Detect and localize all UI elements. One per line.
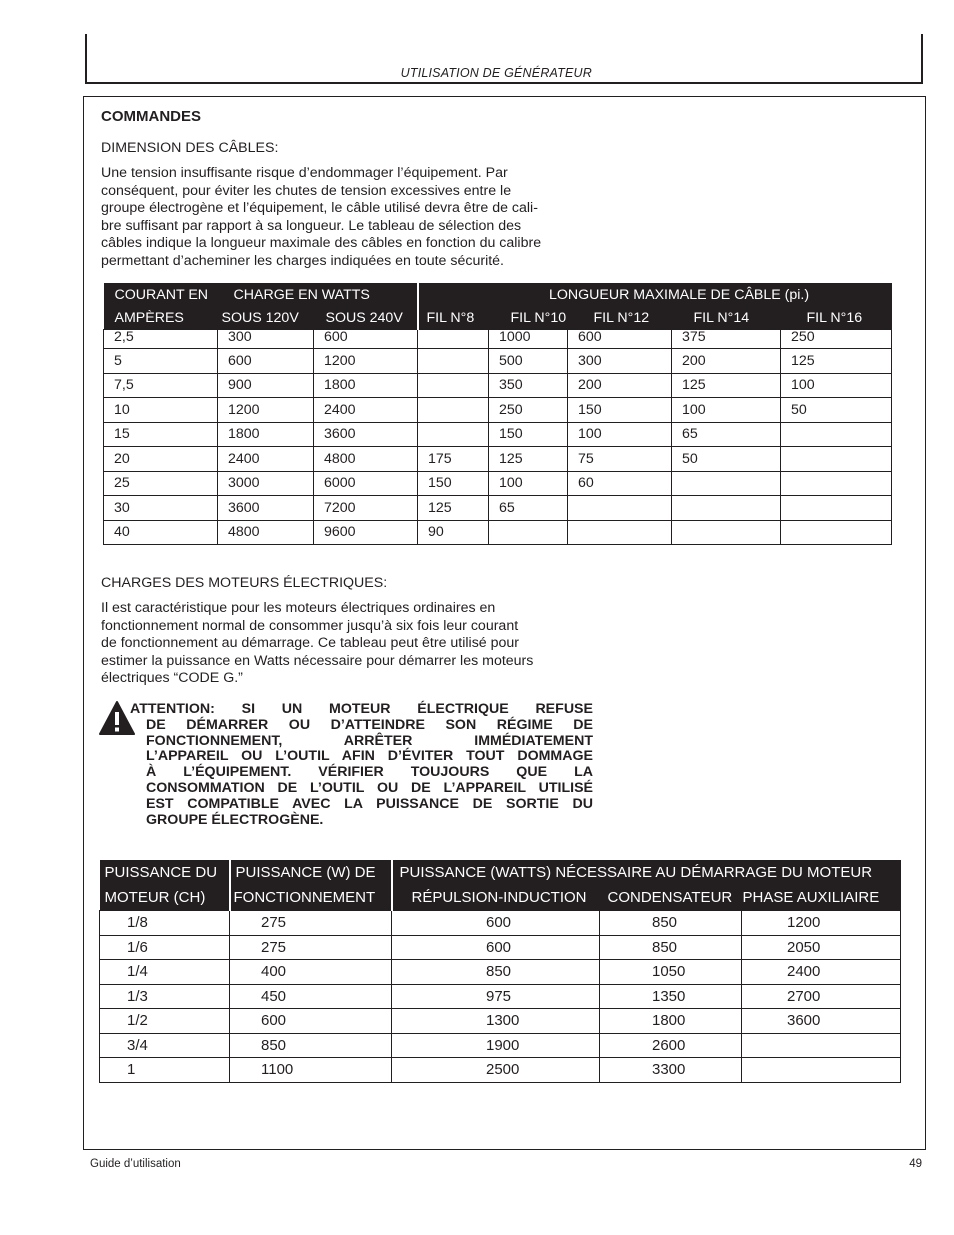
cable-selection-table <box>103 283 892 545</box>
table-cell: 7200 <box>314 496 418 521</box>
table-cell: 1200 <box>314 349 418 374</box>
table-cell: 3/4 <box>100 1033 230 1058</box>
paragraph-line: Une tension insuffisante risque d’endommager l’équipement. Par <box>101 165 508 181</box>
paragraph-line: électriques “CODE G.” <box>101 670 243 686</box>
table-cell <box>418 398 489 423</box>
table-cell <box>489 520 568 545</box>
header-cell: SOUS 120V <box>218 306 314 330</box>
paragraph-line: permettant d’acheminer les charges indiquées en toute sécurité. <box>101 252 504 269</box>
table-cell <box>418 422 489 447</box>
table-cell: 65 <box>672 422 781 447</box>
motor-paragraph <box>101 600 581 688</box>
table-cell: 2050 <box>742 935 901 960</box>
table-row <box>104 373 892 398</box>
paragraph-line: bre suffisant par rapport à sa longueur. Le tableau de sélection des <box>101 217 522 234</box>
warning-line: EST COMPATIBLE AVEC LA PUISSANCE DE SORTIE DU <box>146 795 593 812</box>
table-cell: 2700 <box>742 984 901 1009</box>
table-row <box>100 1058 901 1083</box>
header-cell: CONDENSATEUR <box>600 885 742 911</box>
table-cell: 150 <box>568 398 672 423</box>
table-row <box>104 349 892 374</box>
table-cell <box>672 471 781 496</box>
table-cell: 600 <box>314 330 418 349</box>
table-cell <box>781 422 892 447</box>
table-cell: 40 <box>104 520 218 545</box>
table-cell: 125 <box>781 349 892 374</box>
table-cell: 1050 <box>600 960 742 985</box>
table-cell: 1/3 <box>100 984 230 1009</box>
table-row <box>100 935 901 960</box>
table-cell: 125 <box>672 373 781 398</box>
header-cell: RÉPULSION-INDUCTION <box>392 885 600 911</box>
table-cell: 125 <box>418 496 489 521</box>
paragraph-line: Il est caractéristique pour les moteurs électriques ordinaires en <box>101 600 496 616</box>
table-cell: 3600 <box>314 422 418 447</box>
header-cell: COURANT EN <box>104 283 218 306</box>
table-cell: 3300 <box>600 1058 742 1083</box>
table-row <box>100 1033 901 1058</box>
table-cell: 1/6 <box>100 935 230 960</box>
warning-line: À L’ÉQUIPEMENT. VÉRIFIER TOUJOURS QUE LA <box>146 764 593 781</box>
section-title: COMMANDES <box>101 108 201 125</box>
header-cell: FIL N°10 <box>489 306 568 330</box>
table-row <box>104 447 892 472</box>
table-cell: 300 <box>568 349 672 374</box>
table-row <box>100 960 901 985</box>
paragraph-line: conséquent, pour éviter les chutes de tension excessives entre le <box>101 182 512 199</box>
table-cell <box>568 496 672 521</box>
table-cell <box>781 447 892 472</box>
header-cell: PUISSANCE (W) DE <box>230 860 392 885</box>
header-cell: CHARGE EN WATTS <box>218 283 418 306</box>
warning-text <box>130 702 593 828</box>
table-cell: 350 <box>489 373 568 398</box>
table-cell: 4800 <box>218 520 314 545</box>
warning-line: DE DÉMARRER OU D’ATTEINDRE SON RÉGIME DE <box>146 716 593 733</box>
table-cell: 450 <box>230 984 392 1009</box>
table-cell: 1/8 <box>100 911 230 936</box>
table-header-row <box>104 306 892 330</box>
table-cell: 2500 <box>392 1058 600 1083</box>
table-row <box>100 984 901 1009</box>
table-cell: 850 <box>392 960 600 985</box>
table-cell: 2400 <box>218 447 314 472</box>
running-header: UTILISATION DE GÉNÉRATEUR <box>400 66 592 80</box>
table-cell: 375 <box>672 330 781 349</box>
table-cell: 1800 <box>218 422 314 447</box>
table-cell: 600 <box>230 1009 392 1034</box>
table-cell: 90 <box>418 520 489 545</box>
warning-line: ATTENTION: SI UN MOTEUR ÉLECTRIQUE REFUSE <box>130 701 593 717</box>
table-cell: 65 <box>489 496 568 521</box>
footer-guide-title: Guide d’utilisation <box>90 1158 181 1170</box>
table-cell: 50 <box>781 398 892 423</box>
table-cell: 50 <box>672 447 781 472</box>
table-cell: 15 <box>104 422 218 447</box>
table-cell: 150 <box>418 471 489 496</box>
table-cell: 600 <box>392 935 600 960</box>
header-cell: MOTEUR (CH) <box>100 885 230 911</box>
table-cell: 20 <box>104 447 218 472</box>
table-cell: 1100 <box>230 1058 392 1083</box>
table-cell: 60 <box>568 471 672 496</box>
table-cell: 250 <box>781 330 892 349</box>
table-cell: 100 <box>489 471 568 496</box>
table-cell: 250 <box>489 398 568 423</box>
cable-paragraph <box>101 165 593 270</box>
table-cell <box>742 1033 901 1058</box>
table-cell: 5 <box>104 349 218 374</box>
table-cell: 75 <box>568 447 672 472</box>
table-row <box>104 330 892 349</box>
header-cell: SOUS 240V <box>314 306 418 330</box>
table-cell: 600 <box>568 330 672 349</box>
table-cell: 600 <box>218 349 314 374</box>
table-cell: 200 <box>672 349 781 374</box>
table-cell: 4800 <box>314 447 418 472</box>
table-row <box>100 1009 901 1034</box>
table-cell <box>672 520 781 545</box>
table-cell: 1800 <box>600 1009 742 1034</box>
table-cell: 1000 <box>489 330 568 349</box>
table-cell: 3600 <box>218 496 314 521</box>
warning-line: L’APPAREIL OU L’OUTIL AFIN D’ÉVITER TOUT DOMMAGE <box>146 748 593 765</box>
table-cell: 200 <box>568 373 672 398</box>
paragraph-line: estimer la puissance en Watts nécessaire pour démarrer les moteurs <box>101 652 534 669</box>
table-cell: 25 <box>104 471 218 496</box>
table-cell: 10 <box>104 398 218 423</box>
table-cell: 30 <box>104 496 218 521</box>
table-cell: 1/2 <box>100 1009 230 1034</box>
table-cell: 100 <box>568 422 672 447</box>
table-row <box>104 496 892 521</box>
table-header-row <box>100 885 901 911</box>
warning-line: FONCTIONNEMENT, ARRÊTER IMMÉDIATEMENT <box>146 732 593 749</box>
table-cell: 1 <box>100 1058 230 1083</box>
table-cell: 125 <box>489 447 568 472</box>
table-cell: 100 <box>781 373 892 398</box>
header-cell: LONGUEUR MAXIMALE DE CÂBLE (pi.) <box>418 283 892 306</box>
header-cell: PUISSANCE DU <box>100 860 230 885</box>
table-cell: 975 <box>392 984 600 1009</box>
table-row <box>104 422 892 447</box>
table-cell <box>781 471 892 496</box>
table-cell <box>418 373 489 398</box>
table-row <box>104 520 892 545</box>
table-cell <box>568 520 672 545</box>
table-cell: 2,5 <box>104 330 218 349</box>
table-cell: 900 <box>218 373 314 398</box>
header-cell: FONCTIONNEMENT <box>230 885 392 911</box>
table-cell: 850 <box>230 1033 392 1058</box>
table-cell: 2400 <box>742 960 901 985</box>
table-cell: 850 <box>600 935 742 960</box>
header-cell: AMPÈRES <box>104 306 218 330</box>
header-cell: FIL N°12 <box>568 306 672 330</box>
table-cell: 1350 <box>600 984 742 1009</box>
table-cell: 600 <box>392 911 600 936</box>
table-row <box>100 911 901 936</box>
table-cell: 175 <box>418 447 489 472</box>
table-row <box>104 398 892 423</box>
table-cell: 7,5 <box>104 373 218 398</box>
table-cell: 2400 <box>314 398 418 423</box>
table-cell <box>418 330 489 349</box>
table-cell: 9600 <box>314 520 418 545</box>
header-cell: PUISSANCE (WATTS) NÉCESSAIRE AU DÉMARRAGE DU MOTEUR <box>392 860 901 885</box>
table-cell <box>781 520 892 545</box>
table-cell: 275 <box>230 911 392 936</box>
warning-line: CONSOMMATION DE L’OUTIL OU DE L’APPAREIL UTILISÉ <box>146 779 593 796</box>
table-cell: 500 <box>489 349 568 374</box>
paragraph-line: de fonctionnement au démarrage. Ce tableau peut être utilisé pour <box>101 635 520 651</box>
table-cell: 3000 <box>218 471 314 496</box>
table-cell: 2600 <box>600 1033 742 1058</box>
header-cell: PHASE AUXILIAIRE <box>742 885 901 911</box>
table-cell: 1200 <box>218 398 314 423</box>
page-number: 49 <box>909 1158 922 1170</box>
table-cell: 1900 <box>392 1033 600 1058</box>
table-cell: 1200 <box>742 911 901 936</box>
header-cell: FIL N°14 <box>672 306 781 330</box>
motor-start-table <box>99 860 901 1083</box>
table-cell <box>418 349 489 374</box>
table-cell: 3600 <box>742 1009 901 1034</box>
table-cell <box>672 496 781 521</box>
table-cell: 1300 <box>392 1009 600 1034</box>
paragraph-line: câbles indique la longueur maximale des câbles en fonction du calibre <box>101 235 542 251</box>
cable-heading: DIMENSION DES CÂBLES: <box>101 140 279 156</box>
table-cell: 1/4 <box>100 960 230 985</box>
motor-heading: CHARGES DES MOTEURS ÉLECTRIQUES: <box>101 575 388 591</box>
table-cell <box>781 496 892 521</box>
header-cell: FIL N°8 <box>418 306 489 330</box>
table-header-row <box>100 860 901 885</box>
table-header-row <box>104 283 892 306</box>
warning-line: GROUPE ÉLECTROGÈNE. <box>146 811 324 828</box>
table-cell: 850 <box>600 911 742 936</box>
paragraph-line: fonctionnement normal de consommer jusqu’à six fois leur courant <box>101 617 519 634</box>
table-cell: 275 <box>230 935 392 960</box>
table-cell: 100 <box>672 398 781 423</box>
header-cell: FIL N°16 <box>781 306 892 330</box>
table-cell <box>742 1058 901 1083</box>
table-cell: 6000 <box>314 471 418 496</box>
paragraph-line: groupe électrogène et l’équipement, le câble utilisé devra être de cali- <box>101 200 538 216</box>
table-cell: 1800 <box>314 373 418 398</box>
table-cell: 400 <box>230 960 392 985</box>
table-cell: 150 <box>489 422 568 447</box>
table-cell: 300 <box>218 330 314 349</box>
table-row <box>104 471 892 496</box>
